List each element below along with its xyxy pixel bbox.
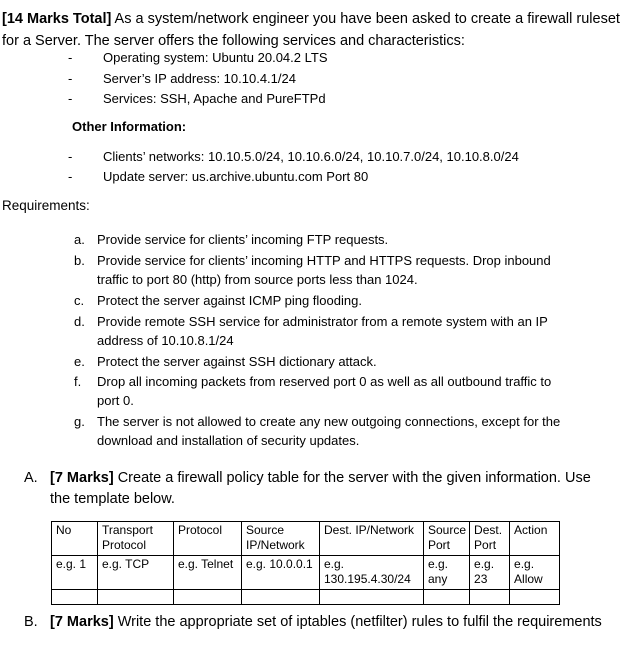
other-info-title: Other Information: xyxy=(72,119,187,134)
requirement-letter: f. xyxy=(74,374,82,389)
spec-services: Services: SSH, Apache and PureFTPd xyxy=(103,91,326,106)
table-header-row xyxy=(52,522,560,556)
empty-cell xyxy=(320,590,424,605)
header-protocol: Protocol xyxy=(174,522,242,556)
other-info-clients: Clients’ networks: 10.10.5.0/24, 10.10.6.0/24, 10.10.7.0/24, 10.10.8.0/24 xyxy=(103,149,519,164)
cell-action: e.g. Allow xyxy=(510,556,560,590)
firewall-policy-table xyxy=(51,521,560,605)
requirement-letter: d. xyxy=(74,314,85,329)
header-source-port: Source Port xyxy=(424,522,470,556)
other-info-update-server: Update server: us.archive.ubuntu.com Port 80 xyxy=(103,169,369,184)
empty-cell xyxy=(242,590,320,605)
empty-cell xyxy=(174,590,242,605)
requirement-letter: a. xyxy=(74,232,85,247)
requirement-text: The server is not allowed to create any new outgoing connections, except for the download and installation of security updates. xyxy=(97,414,561,448)
question-b-label: B. xyxy=(24,614,38,630)
question-a-text xyxy=(50,468,610,510)
cell-transport-protocol: e.g. TCP xyxy=(98,556,174,590)
requirement-text: Provide service for clients’ incoming FTP requests. xyxy=(97,232,389,247)
cell-dest-ip: e.g. 130.195.4.30/24 xyxy=(320,556,424,590)
requirement-text: Protect the server against ICMP ping flooding. xyxy=(97,293,362,308)
intro-text: As a system/network engineer you have been asked to create a firewall ruleset for a Server. The server offers the following services and characteristics: xyxy=(2,11,620,49)
total-marks: [14 Marks Total] xyxy=(2,11,112,27)
requirement-letter: b. xyxy=(74,253,85,268)
table-empty-row xyxy=(52,590,560,605)
header-source-ip: Source IP/Network xyxy=(242,522,320,556)
header-action: Action xyxy=(510,522,560,556)
cell-no: e.g. 1 xyxy=(52,556,98,590)
question-b-text xyxy=(50,612,610,633)
question-a-label: A. xyxy=(24,470,38,486)
table-row xyxy=(52,556,560,590)
requirement-text: Drop all incoming packets from reserved port 0 as well as all outbound traffic to port 0. xyxy=(97,374,552,408)
empty-cell xyxy=(424,590,470,605)
spec-os: Operating system: Ubuntu 20.04.2 LTS xyxy=(103,50,328,65)
bullet-dash: - xyxy=(68,169,73,184)
cell-source-port: e.g. any xyxy=(424,556,470,590)
cell-source-ip: e.g. 10.0.0.1 xyxy=(242,556,320,590)
header-dest-ip: Dest. IP/Network xyxy=(320,522,424,556)
bullet-dash: - xyxy=(68,91,73,106)
spec-ip: Server’s IP address: 10.10.4.1/24 xyxy=(103,71,296,86)
requirement-text: Provide remote SSH service for administrator from a remote system with an IP address of 10.10.8.1/24 xyxy=(97,314,548,348)
question-a-body: Create a firewall policy table for the server with the given information. Use the template below. xyxy=(50,470,591,507)
header-no: No xyxy=(52,522,98,556)
requirement-letter: c. xyxy=(74,293,85,308)
requirement-letter: e. xyxy=(74,354,85,369)
requirement-text: Provide service for clients’ incoming HTTP and HTTPS requests. Drop inbound traffic to port 80 (http) from source ports less than 1024. xyxy=(97,253,551,287)
bullet-dash: - xyxy=(68,149,73,164)
empty-cell xyxy=(52,590,98,605)
empty-cell xyxy=(470,590,510,605)
empty-cell xyxy=(98,590,174,605)
bullet-dash: - xyxy=(68,71,73,86)
empty-cell xyxy=(510,590,560,605)
question-a-marks: [7 Marks] xyxy=(50,470,114,486)
intro-paragraph xyxy=(2,8,630,52)
bullet-dash: - xyxy=(68,50,73,65)
requirement-letter: g. xyxy=(74,414,85,429)
question-b-marks: [7 Marks] xyxy=(50,614,114,630)
question-b-body: Write the appropriate set of iptables (netfilter) rules to fulfil the requirements xyxy=(113,614,602,630)
header-dest-port: Dest. Port xyxy=(470,522,510,556)
cell-protocol: e.g. Telnet xyxy=(174,556,242,590)
header-transport-protocol: Transport Protocol xyxy=(98,522,174,556)
cell-dest-port: e.g. 23 xyxy=(470,556,510,590)
requirement-text: Protect the server against SSH dictionary attack. xyxy=(97,354,377,369)
requirements-title: Requirements: xyxy=(2,198,90,213)
